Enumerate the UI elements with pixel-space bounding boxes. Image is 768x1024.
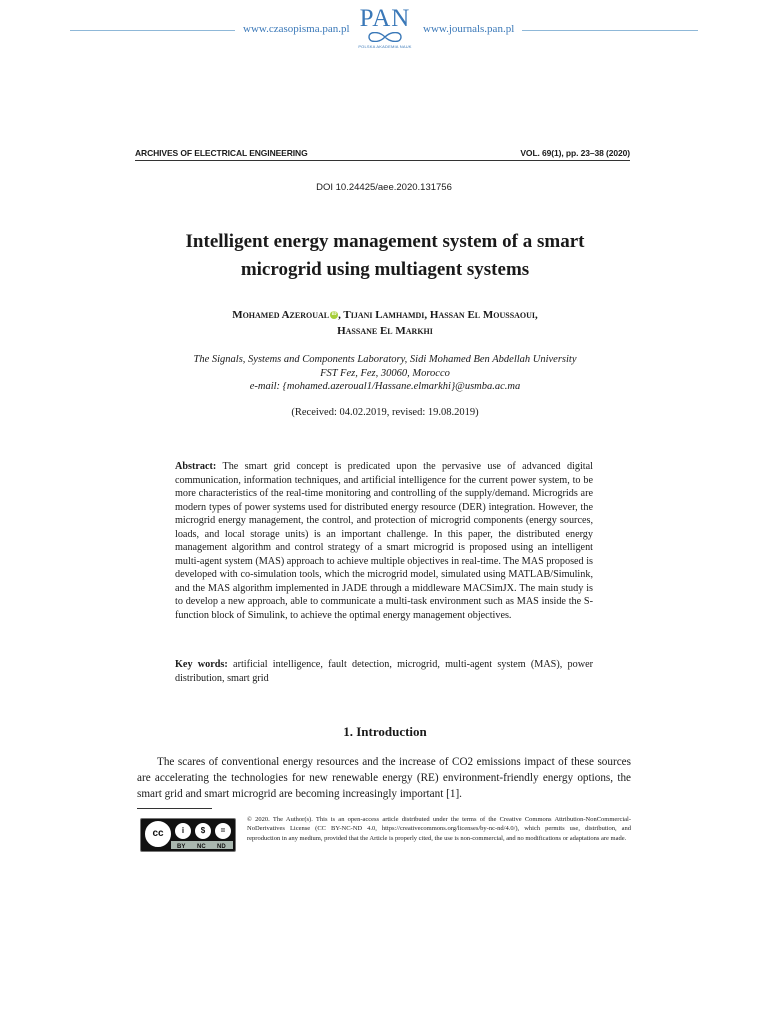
pan-logo [355,6,415,56]
journals-link[interactable]: www.journals.pan.pl [423,23,515,35]
cc-icon: cc [145,821,171,847]
title-line-2: microgrid using multiagent systems [240,259,530,280]
by-icon: i [174,822,192,840]
abstract-text: The smart grid concept is predicated upon the pervasive use of advanced digital communication, information techniques, and artificial intelligence for the current power system, to be more characteristics of the real-time monitoring and controlling of the supply/demand. Microgrids are modern types of power systems used for distributed energy resource (DER) integration. However, the microgrid energy management, the control, and protection of microgrid components (energy sources, loads, and local storage units) is an important challenge. In this paper, the distributed energy management algorithm and control strategy of a smart microgrid is proposed using an intelligent multi-agent system (MAS) approach to achieve multiple objectives in real-time. The MAS proposed is developed with co-simulation tools, which the microgrid model, simulated using MATLAB/Simulink, and the MAS algorithm implemented in JADE through a middleware MACSimJX. The main study is to develop a new approach, able to communicate a multi-task environment such as MAS inside the S-function block of Simulink, to achieve the optimal energy management objectives. [175,461,593,621]
nd-label: ND [217,844,226,850]
intro-paragraph: The scares of conventional energy resources and the increase of CO2 emissions impact of these sources are accelerating the technologies for new renewable energy (RE) environment-friendly energy options, the smart grid and smart microgrid are becoming increasingly important [1]. [137,756,631,800]
pan-logo-text: PAN [359,5,411,32]
journal-name: ARCHIVES OF ELECTRICAL ENGINEERING [135,148,308,158]
nc-icon: $ [194,822,212,840]
pan-logo-subtext: POLSKA AKADEMIA NAUK [358,44,412,49]
section-heading: 1. Introduction [343,724,427,739]
affiliation-email: e-mail: {mohamed.azeroual1/Hassane.elmarkhi}@usmba.ac.ma [249,381,521,392]
nd-icon: = [214,822,232,840]
banner-rule-left [70,30,235,31]
paper-title [135,228,635,284]
nc-label: NC [197,844,206,850]
affiliation [135,353,635,394]
abstract [175,460,593,622]
czasopisma-link[interactable]: www.czasopisma.pan.pl [243,23,350,35]
header-rule [135,160,630,161]
author-first: Mohamed Azeroual [232,309,330,321]
banner-rule-right [522,30,698,31]
authors-line-1 [135,307,635,323]
abstract-label: Abstract: [175,461,217,472]
authors-line-2: Hassane El Markhi [337,325,433,337]
authors-rest: , Tijani Lamhamdi, Hassan El Moussaoui, [338,309,538,321]
doi-link[interactable]: DOI 10.24425/aee.2020.131756 [316,182,452,193]
orcid-icon[interactable]: iD [331,312,337,317]
cc-license-badge[interactable] [140,818,236,852]
title-line-1: Intelligent energy management system of a smart [185,231,585,252]
keywords-label: Key words: [175,659,228,670]
affiliation-line-2: FST Fez, Fez, 30060, Morocco [320,367,450,379]
affiliation-line-1: The Signals, Systems and Components Laboratory, Sidi Mohamed Ben Abdellah University [193,354,577,365]
pan-infinity-icon [361,32,409,42]
keywords [175,658,593,685]
authors [135,307,635,339]
keywords-text: artificial intelligence, fault detection, microgrid, multi-agent system (MAS), power distribution, smart grid [175,659,593,684]
footnote-rule [137,808,212,809]
by-label: BY [177,844,186,850]
journal-volume: VOL. 69(1), pp. 23–38 (2020) [520,148,630,158]
license-text: © 2020. The Author(s). This is an open-access article distributed under the terms of the Creative Commons Attribution-NonCommercial-NoDerivatives License (CC BY-NC-ND 4.0, https://creativecommons.org/licenses/by-nc-nd/4.0/), which permits use, distribution, and reproduction in any medium, provided that the Article is properly cited, the use is non-commercial, and no modifications or adaptations are made. [247,816,631,842]
received-dates: (Received: 04.02.2019, revised: 19.08.2019) [291,407,479,418]
